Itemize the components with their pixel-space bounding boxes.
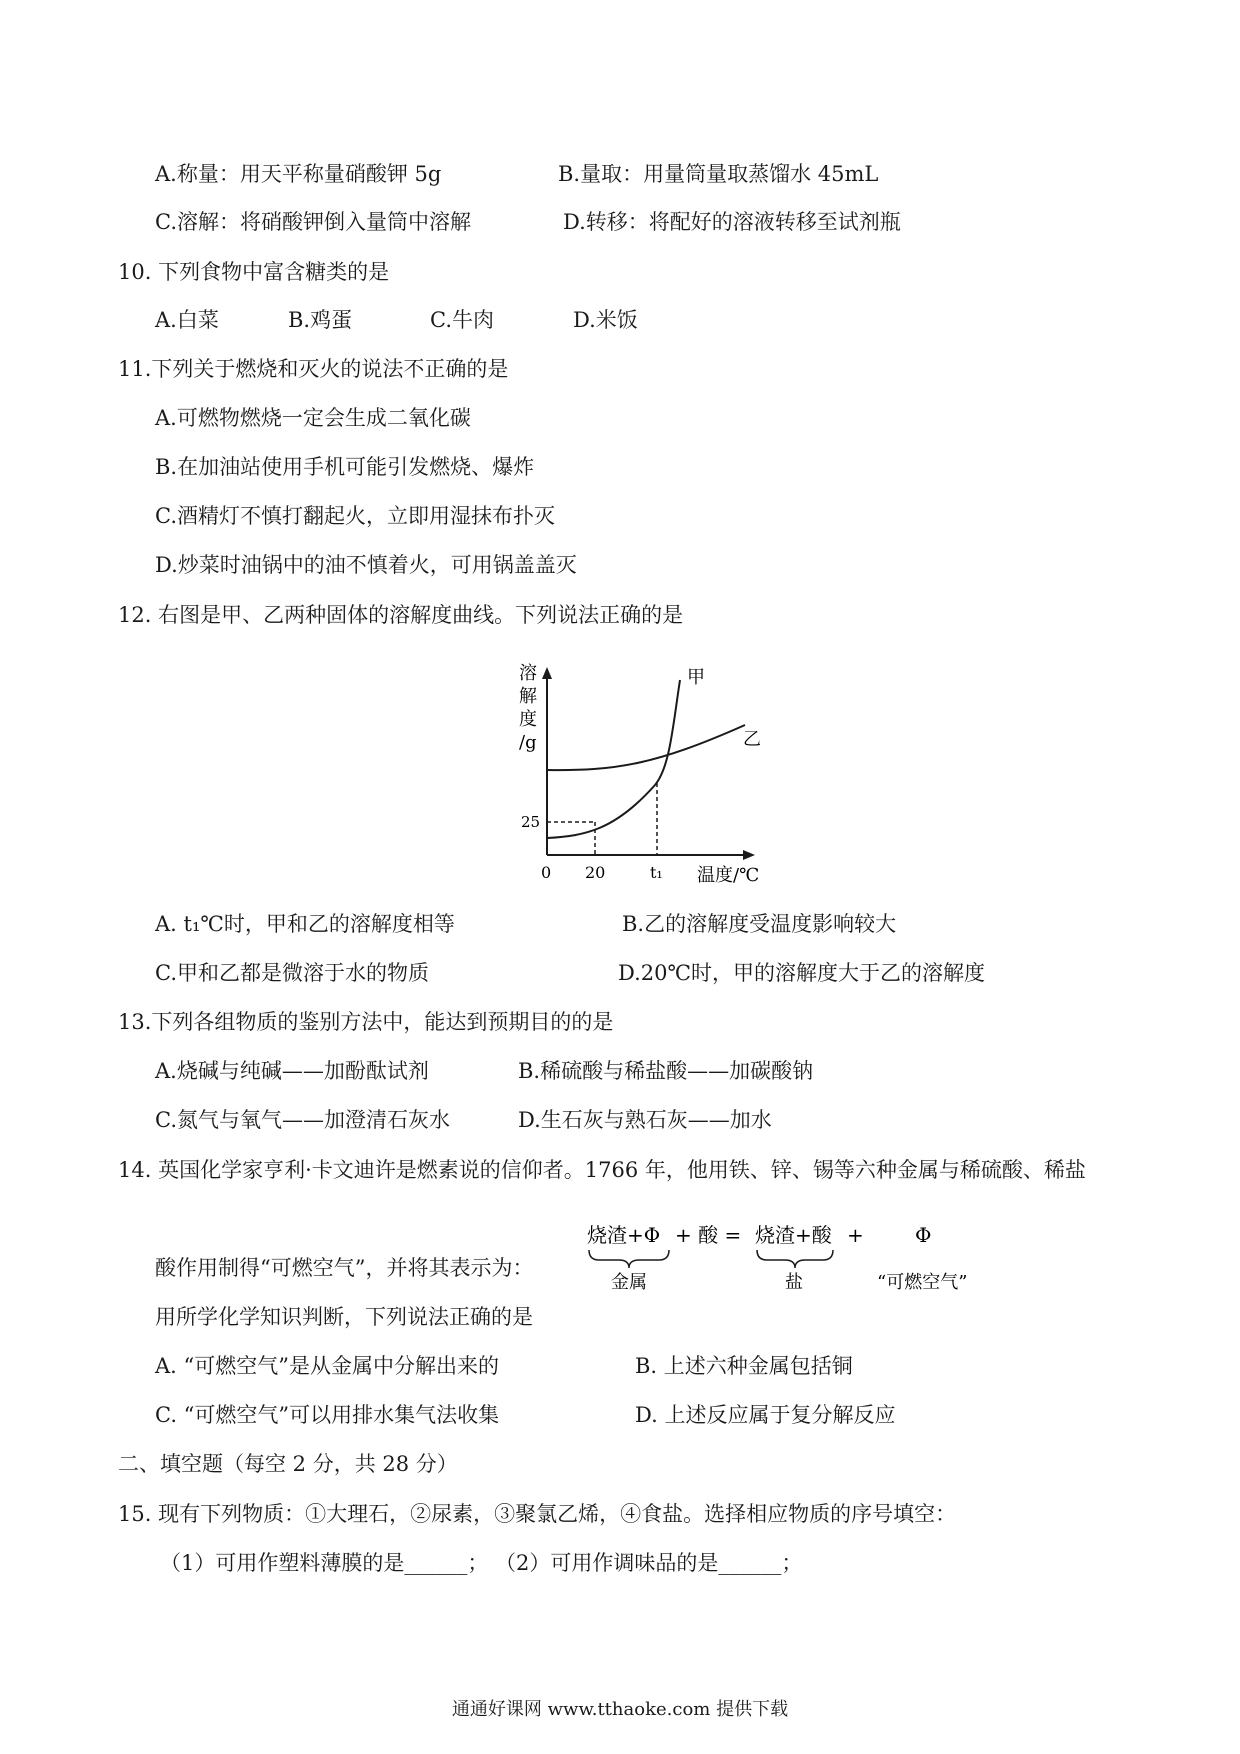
q14-stem: 14. 英国化学家亨利·卡文迪许是燃素说的信仰者。1766 年，他用铁、锌、锡等六种金属与稀硫酸、稀盐	[118, 1158, 1086, 1182]
q9-option-a: A.称量：用天平称量硝酸钾 5g	[155, 162, 442, 186]
q12-option-a: A. t₁℃时，甲和乙的溶解度相等	[155, 912, 455, 936]
curve-jia	[547, 680, 680, 838]
q15-stem: 15. 现有下列物质：①大理石，②尿素，③聚氯乙烯，④食盐。选择相应物质的序号填空：	[118, 1502, 957, 1526]
eq-term-3: 烧渣+酸	[755, 1223, 832, 1247]
q9-option-d: D.转移：将配好的溶液转移至试剂瓶	[563, 210, 901, 234]
x-tick-0: 0	[541, 863, 552, 882]
q10-option-c: C.牛肉	[430, 308, 494, 332]
q12-stem: 12. 右图是甲、乙两种固体的溶解度曲线。下列说法正确的是	[118, 603, 684, 627]
q12-option-c: C.甲和乙都是微溶于水的物质	[155, 961, 429, 985]
x-axis-arrow	[743, 850, 755, 860]
eq-term-1: 烧渣+Φ	[587, 1223, 661, 1247]
q10-option-a: A.白菜	[155, 308, 219, 332]
underbrace-salt	[757, 1250, 833, 1268]
ylabel-char-1: 溶	[519, 663, 537, 684]
q11-option-c: C.酒精灯不慎打翻起火，立即用湿抹布扑灭	[155, 504, 555, 528]
label-yi: 乙	[743, 729, 761, 750]
eq-under-3: “可燃空气”	[877, 1272, 968, 1293]
ylabel-char-4: /g	[519, 732, 537, 753]
q14-stem-question: 用所学化学知识判断，下列说法正确的是	[155, 1305, 533, 1329]
q10-option-d: D.米饭	[573, 308, 638, 332]
q13-option-d: D.生石灰与熟石灰——加水	[518, 1108, 772, 1132]
q12-option-b: B.乙的溶解度受温度影响较大	[622, 912, 897, 936]
q13-option-a: A.烧碱与纯碱——加酚酞试剂	[155, 1059, 429, 1083]
section-2-heading: 二、填空题（每空 2 分，共 28 分）	[118, 1452, 458, 1476]
q10-stem: 10. 下列食物中富含糖类的是	[118, 260, 390, 284]
q13-option-b: B.稀硫酸与稀盐酸——加碳酸钠	[518, 1059, 814, 1083]
q13-option-c: C.氮气与氧气——加澄清石灰水	[155, 1108, 450, 1132]
q14-option-a: A. “可燃空气”是从金属中分解出来的	[155, 1354, 499, 1378]
q14-option-d: D. 上述反应属于复分解反应	[635, 1403, 896, 1427]
ylabel-char-2: 解	[519, 686, 537, 707]
eq-term-4: +	[847, 1223, 864, 1247]
q14-stem-continued: 酸作用制得“可燃空气”，并将其表示为：	[155, 1256, 534, 1280]
q9-option-c: C.溶解：将硝酸钾倒入量筒中溶解	[155, 210, 471, 234]
curve-yi	[547, 725, 745, 770]
q11-stem: 11.下列关于燃烧和灭火的说法不正确的是	[118, 357, 509, 381]
q12-option-d: D.20℃时，甲的溶解度大于乙的溶解度	[618, 961, 985, 985]
y-tick-25: 25	[521, 813, 541, 831]
q14-option-c: C. “可燃空气”可以用排水集气法收集	[155, 1403, 500, 1427]
q10-option-b: B.鸡蛋	[288, 308, 353, 332]
eq-term-5: Φ	[915, 1223, 932, 1247]
q14-option-b: B. 上述六种金属包括铜	[635, 1354, 853, 1378]
eq-term-2: + 酸 =	[675, 1223, 742, 1247]
ylabel-char-3: 度	[519, 709, 537, 730]
q15-subquestions: （1）可用作塑料薄膜的是______； （2）可用作调味品的是______；	[160, 1551, 803, 1575]
x-tick-t1: t₁	[650, 863, 663, 882]
q11-option-a: A.可燃物燃烧一定会生成二氧化碳	[155, 406, 471, 430]
underbrace-metal	[589, 1250, 669, 1268]
page-footer: 通通好课网 www.tthaoke.com 提供下载	[451, 1699, 789, 1720]
q13-stem: 13.下列各组物质的鉴别方法中，能达到预期目的的是	[118, 1010, 614, 1034]
eq-under-2: 盐	[785, 1272, 803, 1293]
solubility-graph	[505, 655, 785, 885]
q9-option-b: B.量取：用量筒量取蒸馏水 45mL	[558, 162, 879, 186]
phlogiston-equation	[575, 1212, 995, 1302]
label-jia: 甲	[687, 667, 705, 688]
q11-option-b: B.在加油站使用手机可能引发燃烧、爆炸	[155, 455, 535, 479]
x-axis-label: 温度/℃	[697, 865, 760, 885]
eq-under-1: 金属	[611, 1272, 647, 1293]
q11-option-d: D.炒菜时油锅中的油不慎着火，可用锅盖盖灭	[155, 553, 577, 577]
x-tick-20: 20	[585, 863, 606, 882]
y-axis-arrow	[542, 667, 552, 679]
